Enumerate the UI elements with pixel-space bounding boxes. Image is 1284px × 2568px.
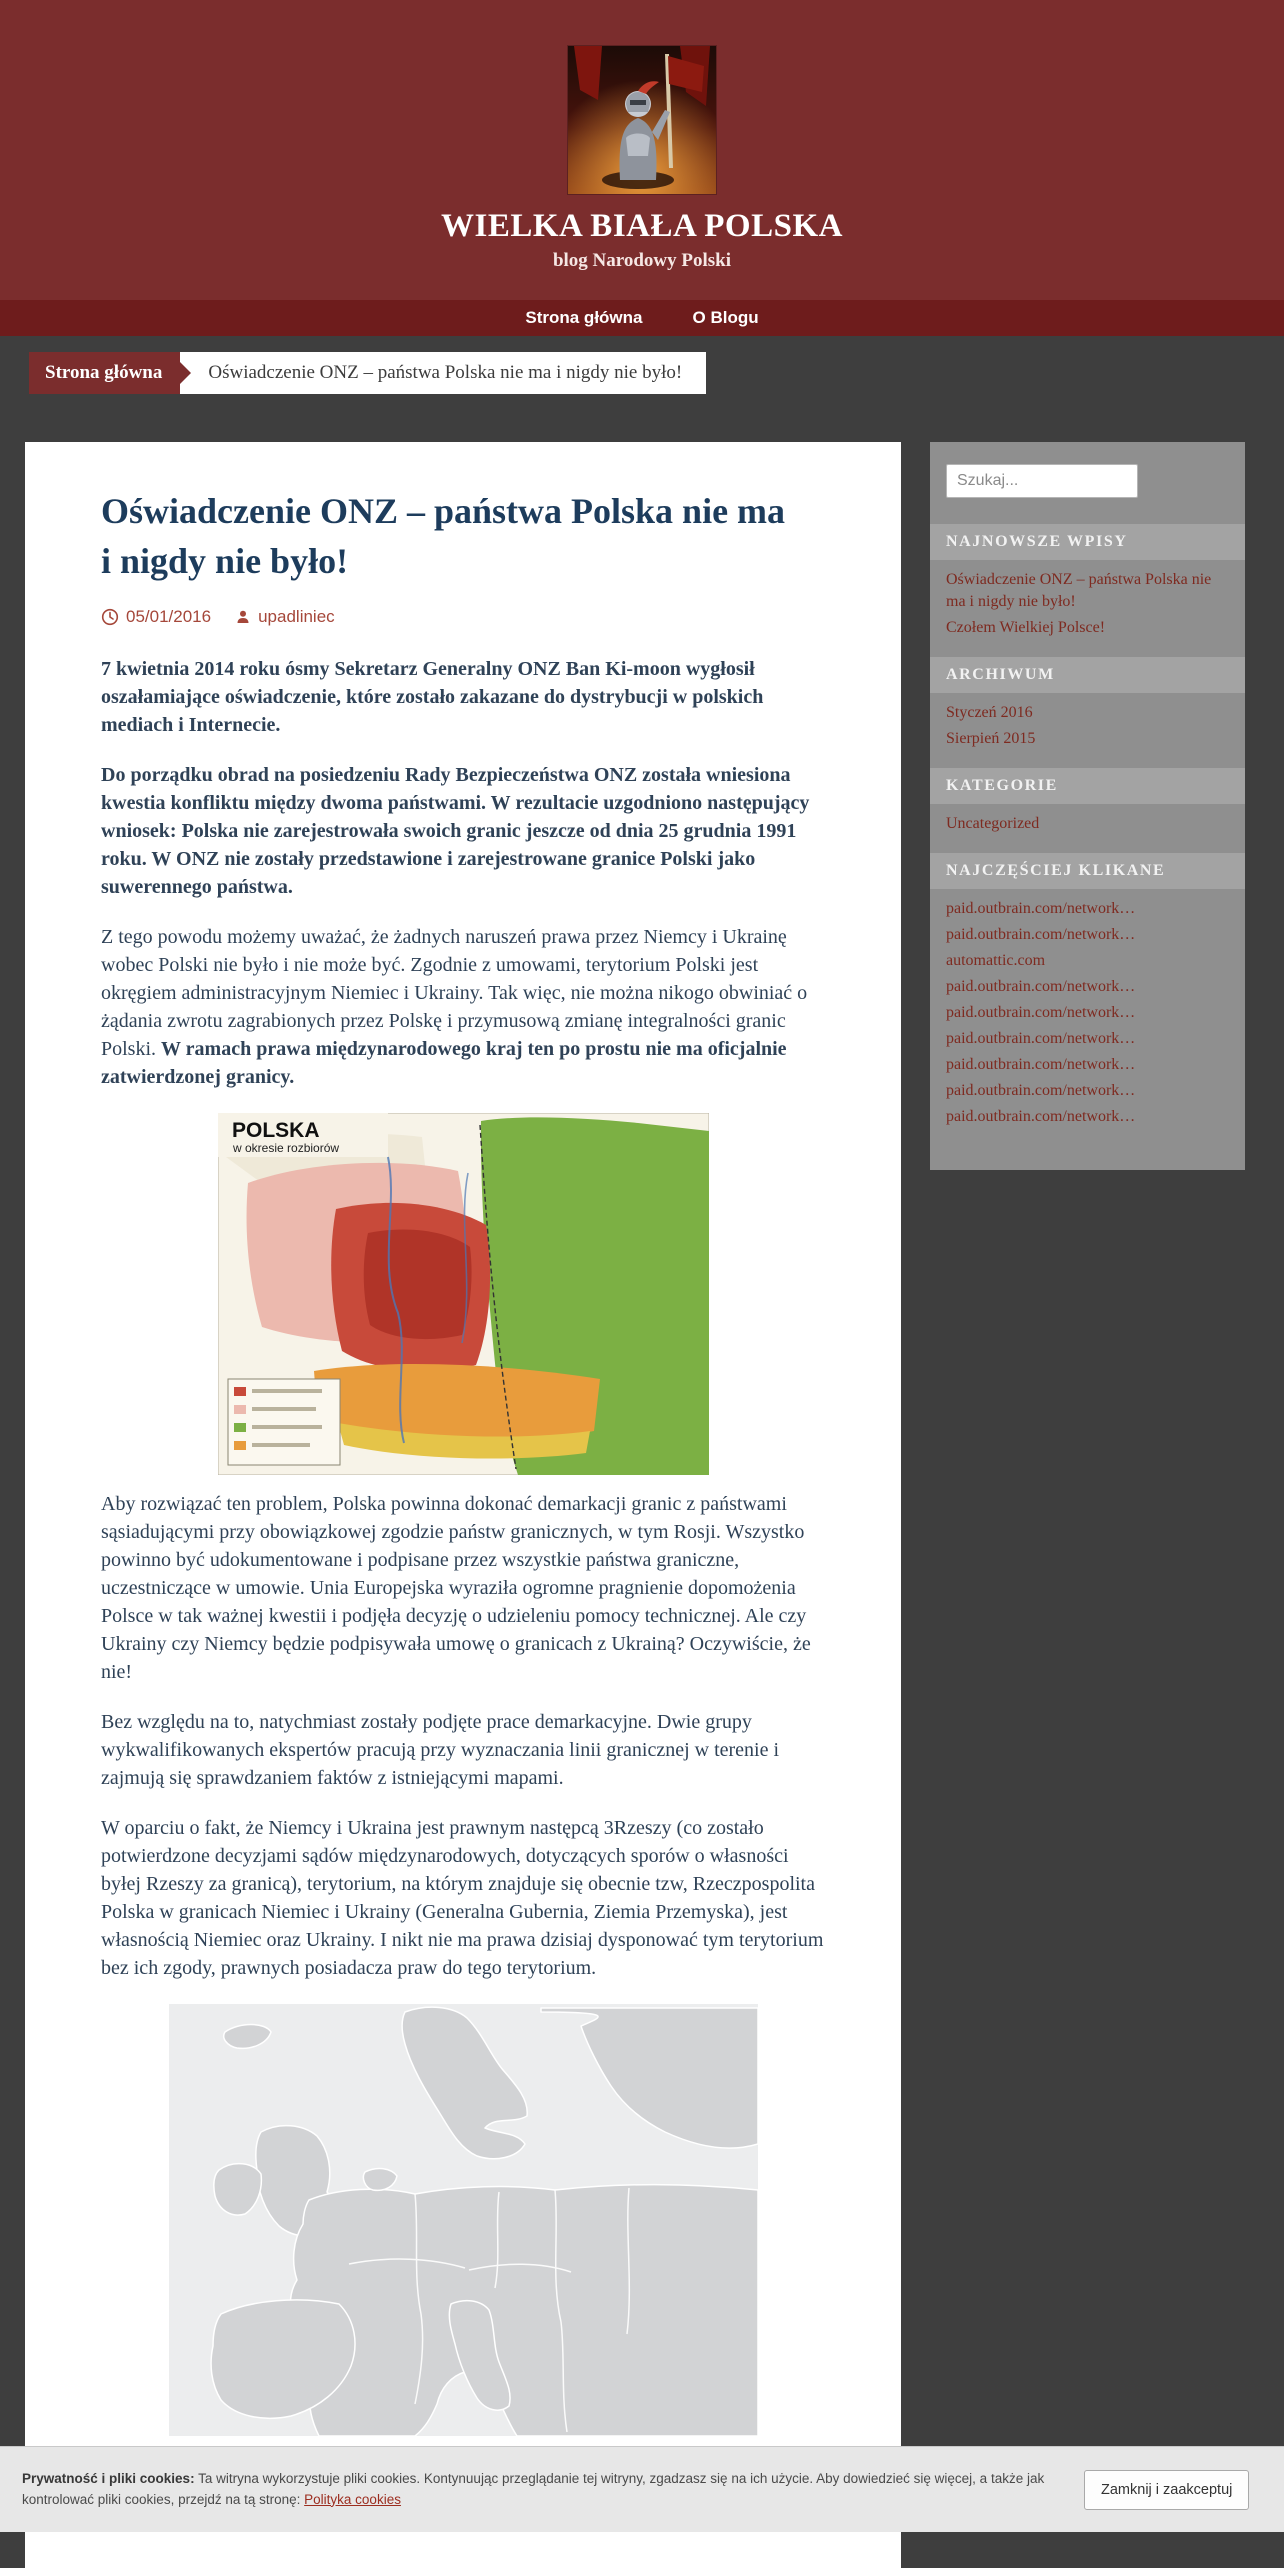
post-paragraph: Bez względu na to, natychmiast zostały podjęte prace demarkacyjne. Dwie grupy wykwalifikowanych ekspertów pracują przy wyznaczania linii granicznej w terenie i zajmują się sprawdzaniem faktów z istniejącymi mapami. xyxy=(101,1710,780,1789)
widget-title-categories: KATEGORIE xyxy=(930,768,1245,804)
site-header xyxy=(0,0,1284,300)
site-logo-image[interactable] xyxy=(568,46,716,194)
nav-item-strona-glowna[interactable]: Strona główna xyxy=(525,308,643,327)
recent-post-link[interactable]: Oświadczenie ONZ – państwa Polska nie ma i nigdy nie było! xyxy=(946,571,1212,610)
post-paragraph: Do porządku obrad na posiedzeniu Rady Bezpieczeństwa ONZ została wniesiona kwestia konfliktu między dwoma państwami. W rezultacie uzgodniono następujący wniosek: Polska nie zarejestrowała swoich granic jeszcze od dnia 25 grudnia 1991 roku. W ONZ nie zostały przedstawione i zarejestrowane granice Polski jako suwerennego państwa. xyxy=(101,763,810,898)
widget-title-archive: ARCHIWUM xyxy=(930,657,1245,693)
clicked-link[interactable]: paid.outbrain.com/network… xyxy=(946,1056,1136,1073)
hussar-knight-image xyxy=(568,46,716,194)
poland-partitions-map-figure[interactable] xyxy=(218,1113,709,1475)
map1-subtitle-label: w okresie rozbiorów xyxy=(232,1140,339,1155)
map1-title-label: POLSKA xyxy=(231,1118,320,1142)
clicked-link[interactable]: paid.outbrain.com/network… xyxy=(946,1004,1136,1021)
nav-item-o-blogu[interactable]: O Blogu xyxy=(692,308,759,327)
recent-posts-list xyxy=(930,569,1245,639)
clock-icon xyxy=(101,608,119,626)
clicked-link[interactable]: paid.outbrain.com/network… xyxy=(946,1108,1136,1125)
categories-list xyxy=(930,813,1245,835)
cookie-accept-button[interactable]: Zamknij i zaakceptuj xyxy=(1084,2470,1249,2510)
clicked-link[interactable]: automattic.com xyxy=(946,952,1046,969)
post-paragraph: W oparciu o fakt, że Niemcy i Ukraina jest prawnym następcą 3Rzeszy (co zostało potwierdzone decyzjami sądów międzynarodowych, dotyczących sporów o własności byłej Rzeszy za granicą), terytorium, na którym znajduje się obecnie tzw, Rzeczpospolita Polska w granicach Niemiec i Ukrainy (Generalna Gubernia, Ziemia Przemyska), jest własnością Niemiec oraz Ukrainy. I nikt nie ma prawa dzisiaj dysponować tym terytorium bez ich zgody, prawnych posiadacza praw do tego terytorium. xyxy=(101,1816,824,1979)
post-paragraph: Aby rozwiązać ten problem, Polska powinna dokonać demarkacji granic z państwami sąsiadującymi przy obowiązkowej zgodzie państw granicznych, w tym Rosji. Wszystko powinno być udokumentowane i podpisane przez wszystkie państwa graniczne, uczestniczące w umowie. Unia Europejska wyraziła ogromne pragnienie dopomożenia Polsce w tak ważnej kwestii i podjęła decyzję o udzieleniu pomocy technicznej. Ale czy Ukrainy czy Niemcy będzie podpisywała umowę o granicach z Ukrainą? Oczywiście, że nie! xyxy=(101,1492,811,1683)
post-date-label: 05/01/2016 xyxy=(126,606,212,626)
breadcrumb-current: Oświadczenie ONZ – państwa Polska nie ma i nigdy nie było! xyxy=(180,352,706,394)
site-tagline: blog Narodowy Polski xyxy=(552,250,732,271)
recent-post-link[interactable]: Czołem Wielkiej Polsce! xyxy=(946,619,1106,636)
europe-map-figure[interactable] xyxy=(169,2004,758,2436)
widget-title-clicked: NAJCZĘŚCIEJ KLIKANE xyxy=(930,853,1245,889)
map-legend xyxy=(228,1379,340,1465)
post-paragraph: Z tego powodu możemy uważać, że żadnych naruszeń prawa przez Niemcy i Ukrainę wobec Polski nie było i nie może być. Zgodnie z umowami, terytorium Polski jest okręgiem administracyjnym Niemiec i Ukrainy. Tak więc, nie można nikogo obwiniać o żądania zwrotu zagrabionych przez Polskę i przymusową zmianę integralności granic Polski. W ramach prawa międzynarodowego kraj ten po prostu nie ma oficjalnie zatwierdzonej granicy. xyxy=(101,925,808,1088)
breadcrumb xyxy=(0,336,1284,410)
post-date[interactable] xyxy=(101,607,211,627)
post-title: Oświadczenie ONZ – państwa Polska nie ma i nigdy nie było! xyxy=(101,491,786,582)
archive-link[interactable]: Sierpień 2015 xyxy=(946,730,1036,747)
search-input[interactable] xyxy=(946,464,1138,498)
clicked-link[interactable]: paid.outbrain.com/network… xyxy=(946,1030,1136,1047)
main-nav xyxy=(0,300,1284,336)
cookie-text xyxy=(22,2469,1062,2511)
cookie-banner xyxy=(0,2446,1284,2532)
main-layout xyxy=(0,442,1284,2568)
clicked-links-list xyxy=(930,898,1245,1128)
breadcrumb-home-link[interactable] xyxy=(29,352,180,394)
breadcrumb-arrow-icon xyxy=(180,362,191,384)
post-author[interactable] xyxy=(235,607,335,627)
clicked-link[interactable]: paid.outbrain.com/network… xyxy=(946,1082,1136,1099)
poland-partitions-map-image xyxy=(218,1113,709,1475)
category-link[interactable]: Uncategorized xyxy=(946,815,1040,832)
breadcrumb-home-label: Strona główna xyxy=(45,362,163,383)
post-body xyxy=(101,655,825,2479)
person-icon xyxy=(235,609,251,625)
widget-title-recent: NAJNOWSZE WPISY xyxy=(930,524,1245,560)
archive-list xyxy=(930,702,1245,750)
post-author-label: upadliniec xyxy=(258,606,335,626)
archive-link[interactable]: Styczeń 2016 xyxy=(946,704,1033,721)
clicked-link[interactable]: paid.outbrain.com/network… xyxy=(946,978,1136,995)
sidebar xyxy=(930,442,1245,1170)
cookie-policy-link[interactable]: Polityka cookies xyxy=(304,2491,401,2507)
post-meta xyxy=(101,607,825,627)
europe-map-image xyxy=(169,2004,758,2436)
site-title[interactable]: WIELKA BIAŁA POLSKA xyxy=(441,208,843,244)
post-article xyxy=(25,442,901,2568)
clicked-link[interactable]: paid.outbrain.com/network… xyxy=(946,900,1136,917)
cookie-lead: Prywatność i pliki cookies: xyxy=(22,2470,195,2486)
clicked-link[interactable]: paid.outbrain.com/network… xyxy=(946,926,1136,943)
cookie-body: Ta witryna wykorzystuje pliki cookies. Kontynuując przeglądanie tej witryny, zgadzasz się na ich użycie. Aby dowiedzieć się więcej, a także jak kontrolować pliki cookies, przejdź na tą stronę: xyxy=(22,2470,1045,2507)
post-paragraph: 7 kwietnia 2014 roku ósmy Sekretarz Generalny ONZ Ban Ki-moon wygłosił oszałamiające oświadczenie, które zostało zakazane do dystrybucji w polskich mediach i Internecie. xyxy=(101,657,764,736)
